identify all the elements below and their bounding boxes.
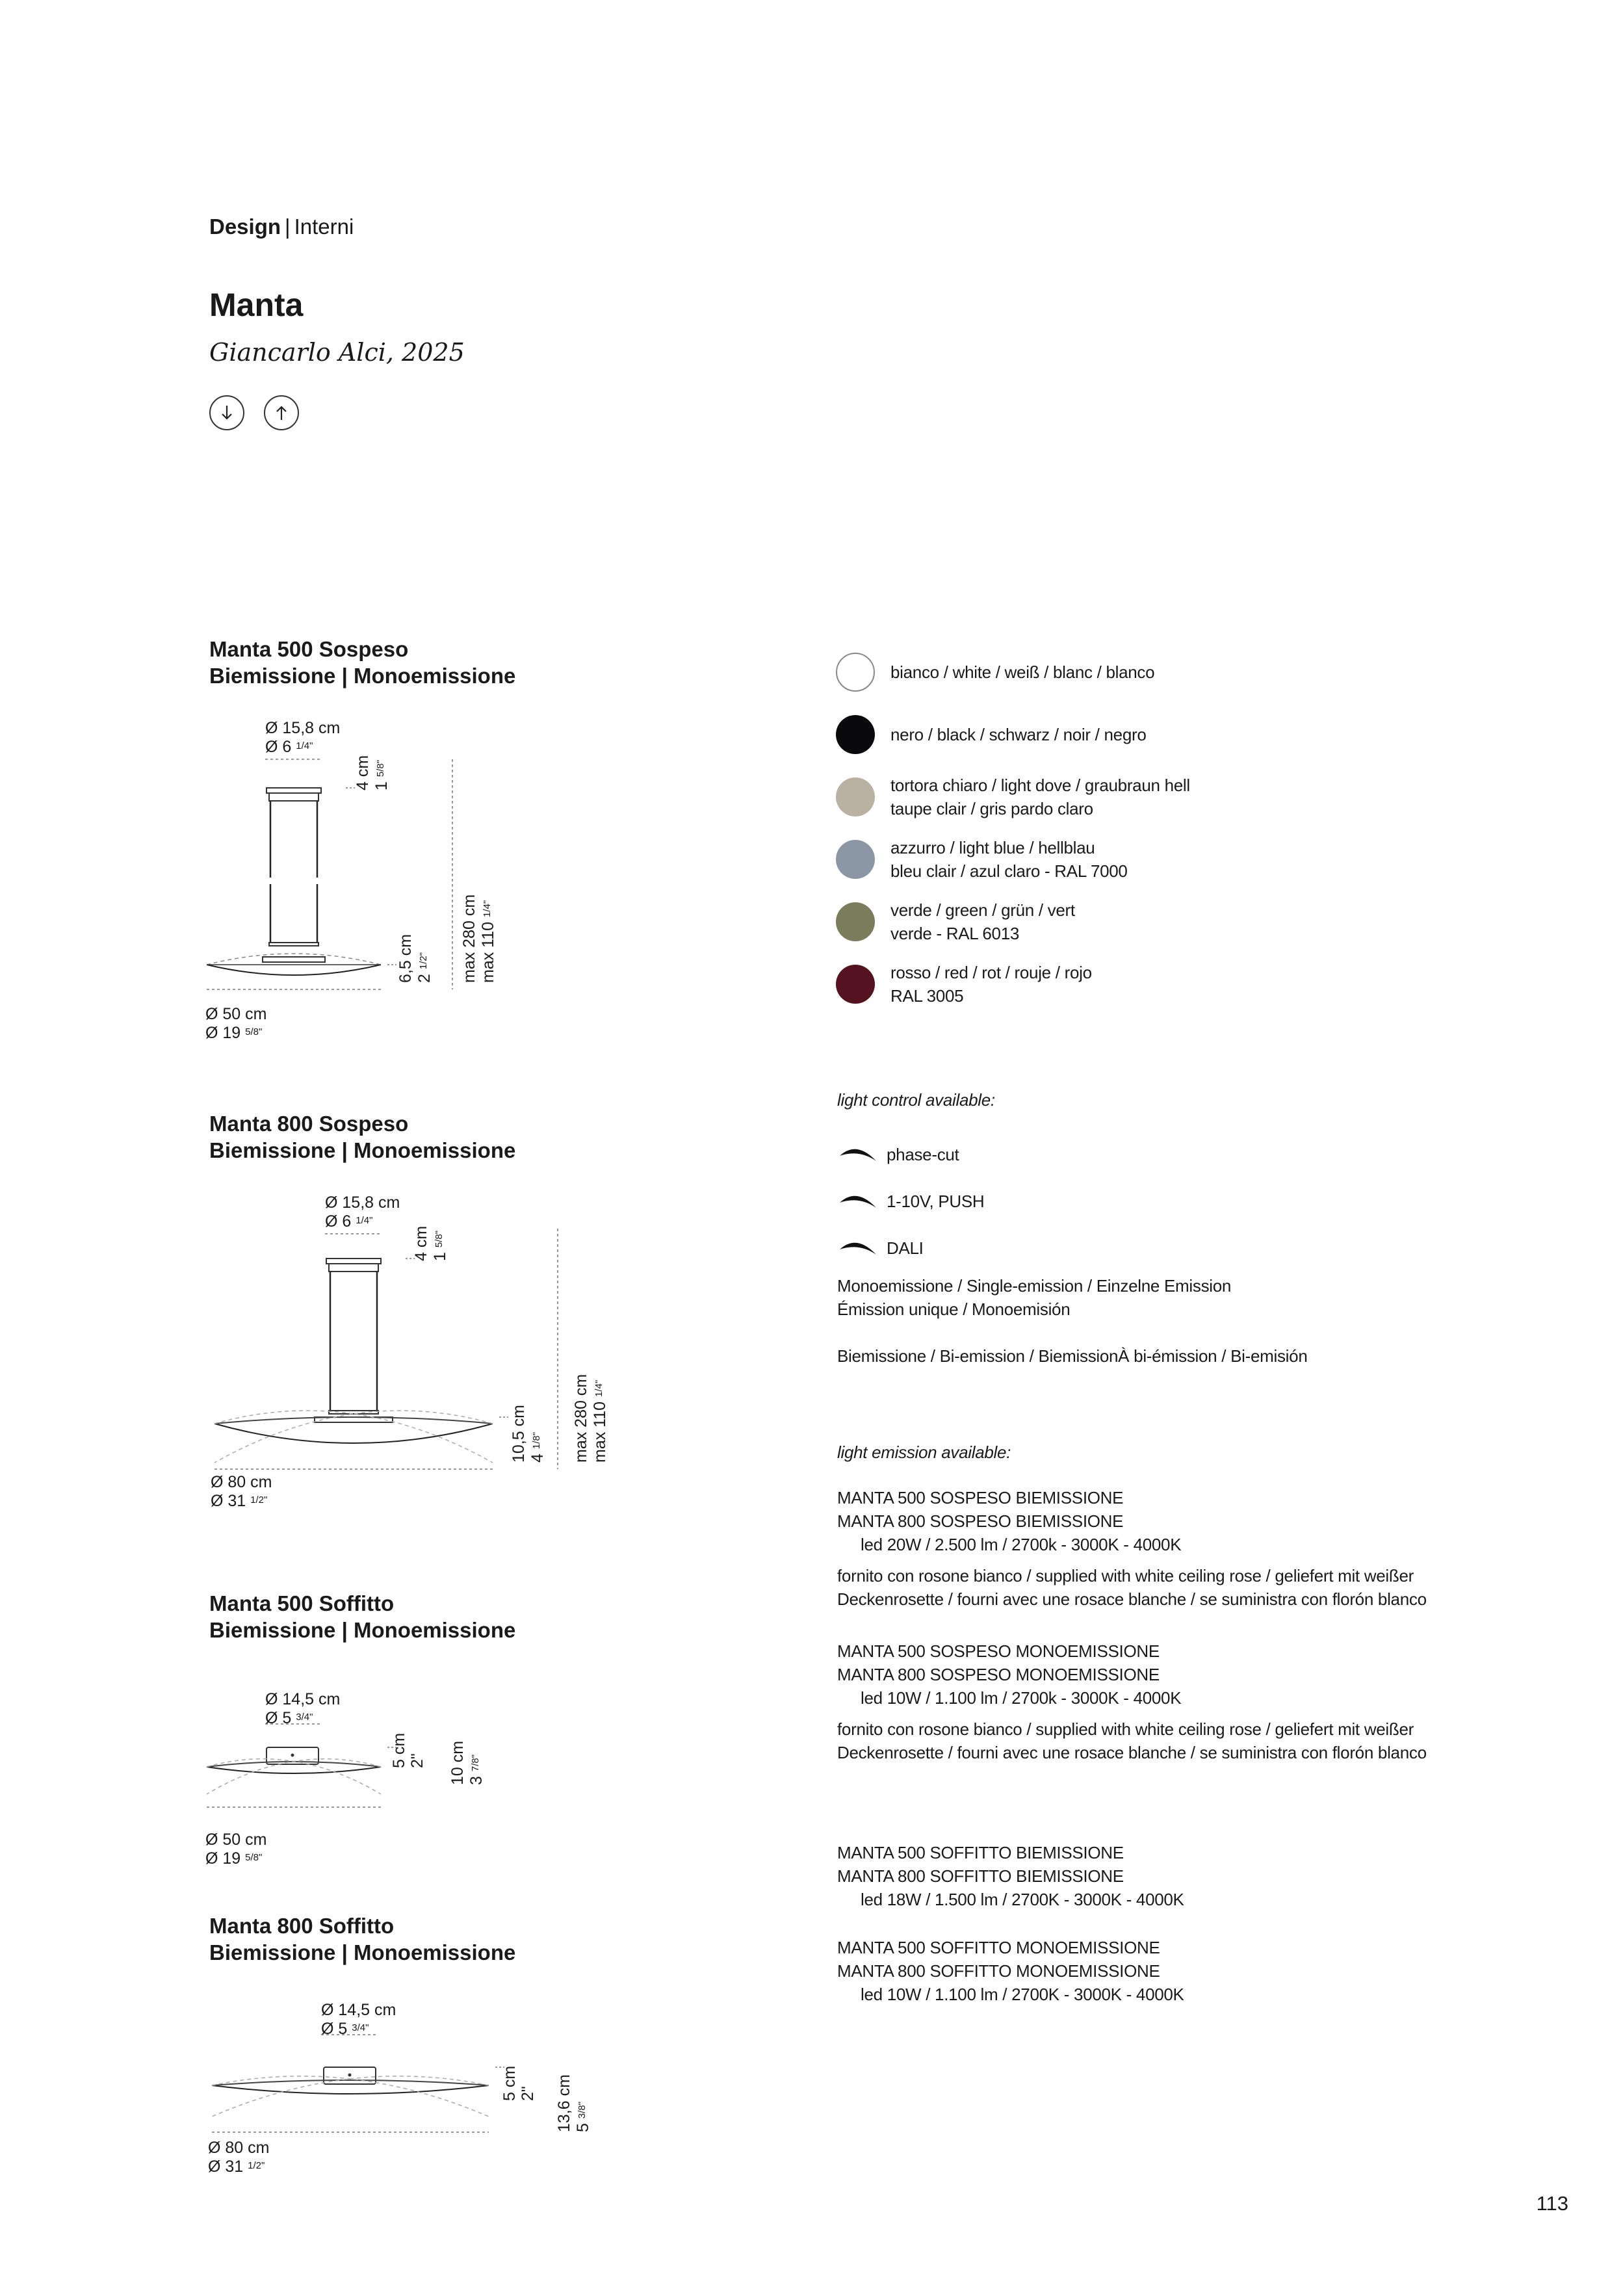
dim-in-int: Ø 6 bbox=[325, 1212, 352, 1231]
dim-in-int: Ø 19 bbox=[205, 1849, 241, 1868]
dim-in bbox=[208, 2157, 269, 2176]
dim-height-a bbox=[500, 2066, 537, 2101]
dim-in-frac: 1/4" bbox=[482, 900, 493, 918]
dim-in-frac: 3/4" bbox=[296, 1712, 313, 1723]
swatch-circle bbox=[836, 840, 875, 879]
dim-in-frac: 5/8" bbox=[245, 1026, 263, 1037]
dim-cm: 5 cm bbox=[390, 1732, 408, 1768]
drawing-800-soffitto bbox=[207, 2028, 597, 2145]
section-subtitle: Biemissione | Monoemissione bbox=[209, 1618, 516, 1642]
emission-group-soffitto-bi bbox=[837, 1841, 1184, 1911]
section-title: Manta 800 Soffitto bbox=[209, 1914, 395, 1938]
dim-in bbox=[590, 1374, 609, 1463]
dim-cm: max 280 cm bbox=[460, 894, 478, 983]
emission-group-sospeso-bi bbox=[837, 1486, 1427, 1611]
section-subtitle: Biemissione | Monoemissione bbox=[209, 664, 516, 688]
emission-model: MANTA 800 SOFFITTO MONOEMISSIONE bbox=[837, 1961, 1160, 1981]
color-swatch-white[interactable] bbox=[836, 641, 1564, 703]
dim-in: 2" bbox=[408, 1753, 426, 1768]
emission-spec: led 18W / 1.500 lm / 2700K - 3000K - 4000K bbox=[861, 1890, 1184, 1909]
dim-in-frac: 1/4" bbox=[356, 1215, 373, 1226]
dim-height-a bbox=[390, 1733, 426, 1768]
dim-cm: Ø 14,5 cm bbox=[265, 1690, 341, 1708]
section-subtitle: Biemissione | Monoemissione bbox=[209, 1138, 516, 1162]
arrow-down-icon[interactable] bbox=[209, 395, 244, 430]
dim-in-int: 1 bbox=[431, 1252, 449, 1261]
color-label bbox=[890, 961, 1092, 1008]
emission-spec: led 10W / 1.100 lm / 2700k - 3000K - 4000K bbox=[861, 1688, 1182, 1708]
section-title-800-sospeso bbox=[209, 1110, 515, 1164]
dim-max-height bbox=[460, 894, 497, 983]
emission-bi: Biemissione / Bi-emission / BiemissionÀ bi-émission / Bi-emisión bbox=[837, 1346, 1308, 1366]
color-label bbox=[890, 774, 1190, 820]
dim-top-height bbox=[412, 1226, 449, 1261]
dim-cm: 6,5 cm bbox=[396, 933, 415, 983]
dim-in-frac: 1/2" bbox=[248, 2160, 265, 2171]
dim-in bbox=[415, 934, 434, 983]
dim-in-int: Ø 19 bbox=[205, 1024, 241, 1042]
color-label bbox=[890, 836, 1128, 883]
dim-in-frac: 5/8" bbox=[245, 1852, 263, 1863]
dim-diameter bbox=[211, 1473, 272, 1510]
emission-note: Deckenrosette / fourni avec une rosace blanche / se suministra con florón blanco bbox=[837, 1589, 1427, 1609]
emission-model: MANTA 500 SOFFITTO MONOEMISSIONE bbox=[837, 1938, 1160, 1957]
dim-cm: Ø 15,8 cm bbox=[325, 1194, 400, 1212]
color-label-line1: bianco / white / weiß / blanc / blanco bbox=[890, 662, 1155, 682]
light-control-heading: light control available: bbox=[837, 1090, 995, 1110]
light-control-item-phase-cut bbox=[837, 1131, 984, 1178]
emission-note: Deckenrosette / fourni avec une rosace blanche / se suministra con florón blanco bbox=[837, 1743, 1427, 1762]
dim-diameter bbox=[205, 1831, 266, 1868]
color-label-line2: RAL 3005 bbox=[890, 986, 964, 1006]
color-swatch-black[interactable] bbox=[836, 703, 1564, 766]
dim-in-frac: 5/8" bbox=[375, 759, 386, 777]
dim-in-frac: 1/8" bbox=[531, 1431, 542, 1450]
dim-cm: Ø 80 cm bbox=[208, 2139, 270, 2157]
dim-cm: max 280 cm bbox=[572, 1374, 590, 1463]
dim-in-int: max 110 bbox=[591, 1401, 609, 1463]
dim-in bbox=[372, 755, 391, 790]
dim-in bbox=[478, 894, 497, 983]
light-control-list bbox=[837, 1131, 984, 1272]
dim-in bbox=[430, 1226, 449, 1261]
swatch-circle bbox=[836, 777, 875, 816]
section-title: Manta 500 Soffitto bbox=[209, 1591, 395, 1615]
dim-in-int: Ø 5 bbox=[265, 1709, 292, 1727]
dim-cm: Ø 80 cm bbox=[211, 1473, 272, 1491]
emission-model: MANTA 800 SOSPESO MONOEMISSIONE bbox=[837, 1665, 1160, 1684]
emission-mono-line1: Monoemissione / Single-emission / Einzelne Emission bbox=[837, 1276, 1232, 1296]
emission-model: MANTA 500 SOFFITTO BIEMISSIONE bbox=[837, 1843, 1124, 1862]
light-control-label: 1-10V, PUSH bbox=[887, 1192, 985, 1211]
dim-in bbox=[467, 1741, 486, 1785]
dim-in-int: Ø 6 bbox=[265, 738, 292, 756]
dim-in-int: max 110 bbox=[479, 921, 497, 983]
section-subtitle: Biemissione | Monoemissione bbox=[209, 1940, 516, 1964]
dim-in-int: Ø 5 bbox=[321, 2020, 348, 2038]
dim-cm: 10 cm bbox=[448, 1740, 467, 1785]
dim-cm: Ø 14,5 cm bbox=[321, 2001, 396, 2019]
emission-group-soffitto-mono bbox=[837, 1936, 1184, 2006]
dim-top-height bbox=[354, 755, 391, 790]
color-label-line2: taupe clair / gris pardo claro bbox=[890, 799, 1093, 818]
color-label bbox=[890, 723, 1147, 746]
dim-cm: 13,6 cm bbox=[555, 2074, 573, 2132]
dim-cm: Ø 50 cm bbox=[205, 1831, 267, 1849]
dim-in: 2" bbox=[519, 2086, 537, 2101]
section-title: Manta 800 Sospeso bbox=[209, 1112, 409, 1136]
emission-spec: led 10W / 1.100 lm / 2700K - 3000K - 4000K bbox=[861, 1985, 1184, 2004]
dim-cm: 4 cm bbox=[354, 755, 372, 790]
swatch-circle bbox=[836, 653, 875, 692]
dim-in-frac: 1/2" bbox=[250, 1494, 268, 1506]
dim-max-height bbox=[572, 1374, 609, 1463]
emission-model: MANTA 800 SOSPESO BIEMISSIONE bbox=[837, 1511, 1124, 1531]
dim-cm: 4 cm bbox=[412, 1225, 430, 1261]
emission-mono-line2: Émission unique / Monoemisión bbox=[837, 1299, 1071, 1319]
dim-in-frac: 1/4" bbox=[593, 1379, 604, 1398]
light-control-item-dali bbox=[837, 1225, 984, 1272]
dim-in-frac: 5/8" bbox=[434, 1230, 445, 1248]
emission-model: MANTA 500 SOSPESO MONOEMISSIONE bbox=[837, 1641, 1160, 1661]
category-bold: Design bbox=[209, 215, 281, 239]
dim-height-b bbox=[448, 1741, 486, 1785]
dim-cm: 5 cm bbox=[500, 2065, 519, 2101]
dim-in-frac: 1/2" bbox=[418, 952, 429, 970]
color-swatch-light-blue[interactable] bbox=[836, 828, 1564, 891]
color-label bbox=[890, 660, 1154, 684]
dim-in-frac: 3/8" bbox=[577, 2101, 588, 2119]
color-label-line1: rosso / red / rot / rouje / rojo bbox=[890, 963, 1092, 982]
emission-note: fornito con rosone bianco / supplied with white ceiling rose / geliefert mit weißer bbox=[837, 1719, 1414, 1739]
swatch-circle bbox=[836, 715, 875, 754]
dim-in bbox=[211, 1491, 272, 1510]
dim-in bbox=[205, 1849, 266, 1868]
dim-diameter bbox=[208, 2139, 269, 2176]
dim-in bbox=[573, 2074, 592, 2132]
light-control-label: phase-cut bbox=[887, 1145, 959, 1164]
emission-model: MANTA 500 SOSPESO BIEMISSIONE bbox=[837, 1488, 1124, 1507]
dim-in-int: Ø 31 bbox=[208, 2158, 244, 2176]
dim-in-int: Ø 31 bbox=[211, 1492, 246, 1510]
dim-in bbox=[528, 1405, 547, 1463]
product-title: Manta bbox=[209, 287, 304, 323]
light-emission-heading: light emission available: bbox=[837, 1442, 1011, 1462]
color-label-line1: tortora chiaro / light dove / graubraun hell bbox=[890, 776, 1190, 795]
arrow-up-icon[interactable] bbox=[264, 395, 299, 430]
dimmer-curve-icon bbox=[837, 1144, 879, 1165]
dim-height-b bbox=[555, 2074, 592, 2132]
color-label-line1: nero / black / schwarz / noir / negro bbox=[890, 725, 1147, 744]
color-label-line2: verde - RAL 6013 bbox=[890, 924, 1020, 943]
category-breadcrumb bbox=[209, 215, 354, 239]
light-control-label: DALI bbox=[887, 1238, 924, 1258]
dim-in-int: 5 bbox=[574, 2123, 592, 2132]
emission-group-sospeso-mono bbox=[837, 1639, 1427, 1764]
dim-cm: Ø 50 cm bbox=[205, 1005, 267, 1023]
dim-in-int: 2 bbox=[415, 974, 434, 983]
color-swatch-green[interactable] bbox=[836, 891, 1564, 953]
dim-in-frac: 1/4" bbox=[296, 740, 313, 751]
light-control-item-1-10v bbox=[837, 1178, 984, 1225]
dimmer-curve-icon bbox=[837, 1191, 879, 1212]
dim-in-int: 4 bbox=[528, 1454, 547, 1463]
dim-in-frac: 7/8" bbox=[470, 1754, 481, 1772]
swatch-circle bbox=[836, 965, 875, 1004]
color-label-line2: bleu clair / azul claro - RAL 7000 bbox=[890, 861, 1128, 881]
dim-lower-height bbox=[510, 1405, 547, 1463]
color-label-line1: verde / green / grün / vert bbox=[890, 900, 1075, 920]
emission-spec: led 20W / 2.500 lm / 2700k - 3000K - 4000K bbox=[861, 1535, 1182, 1554]
dim-in bbox=[205, 1023, 266, 1042]
swatch-circle bbox=[836, 902, 875, 941]
color-label-line1: azzurro / light blue / hellblau bbox=[890, 838, 1095, 857]
page-number: 113 bbox=[1536, 2192, 1568, 2215]
emission-mono bbox=[837, 1274, 1231, 1321]
category-separator: | bbox=[285, 215, 291, 239]
color-list bbox=[836, 641, 1564, 1015]
color-label bbox=[890, 898, 1075, 945]
dim-cm: 10,5 cm bbox=[510, 1405, 528, 1463]
section-title-500-soffitto bbox=[209, 1590, 515, 1643]
dim-lower-height bbox=[396, 934, 434, 983]
emission-model: MANTA 800 SOFFITTO BIEMISSIONE bbox=[837, 1866, 1124, 1886]
dim-in-frac: 3/4" bbox=[352, 2022, 369, 2033]
emission-note: fornito con rosone bianco / supplied with white ceiling rose / geliefert mit weißer bbox=[837, 1566, 1414, 1585]
dim-cm: Ø 15,8 cm bbox=[265, 719, 341, 737]
product-author: Giancarlo Alci, 2025 bbox=[209, 338, 465, 367]
section-title: Manta 500 Sospeso bbox=[209, 637, 409, 661]
dim-diameter bbox=[205, 1005, 266, 1042]
color-swatch-red[interactable] bbox=[836, 953, 1564, 1015]
category-name: Interni bbox=[294, 215, 354, 239]
dimmer-curve-icon bbox=[837, 1238, 879, 1259]
section-title-500-sospeso bbox=[209, 636, 515, 689]
dim-in-int: 3 bbox=[467, 1776, 486, 1785]
color-swatch-dove[interactable] bbox=[836, 766, 1564, 828]
dim-in-int: 1 bbox=[372, 781, 391, 790]
section-title-800-soffitto bbox=[209, 1912, 515, 1966]
